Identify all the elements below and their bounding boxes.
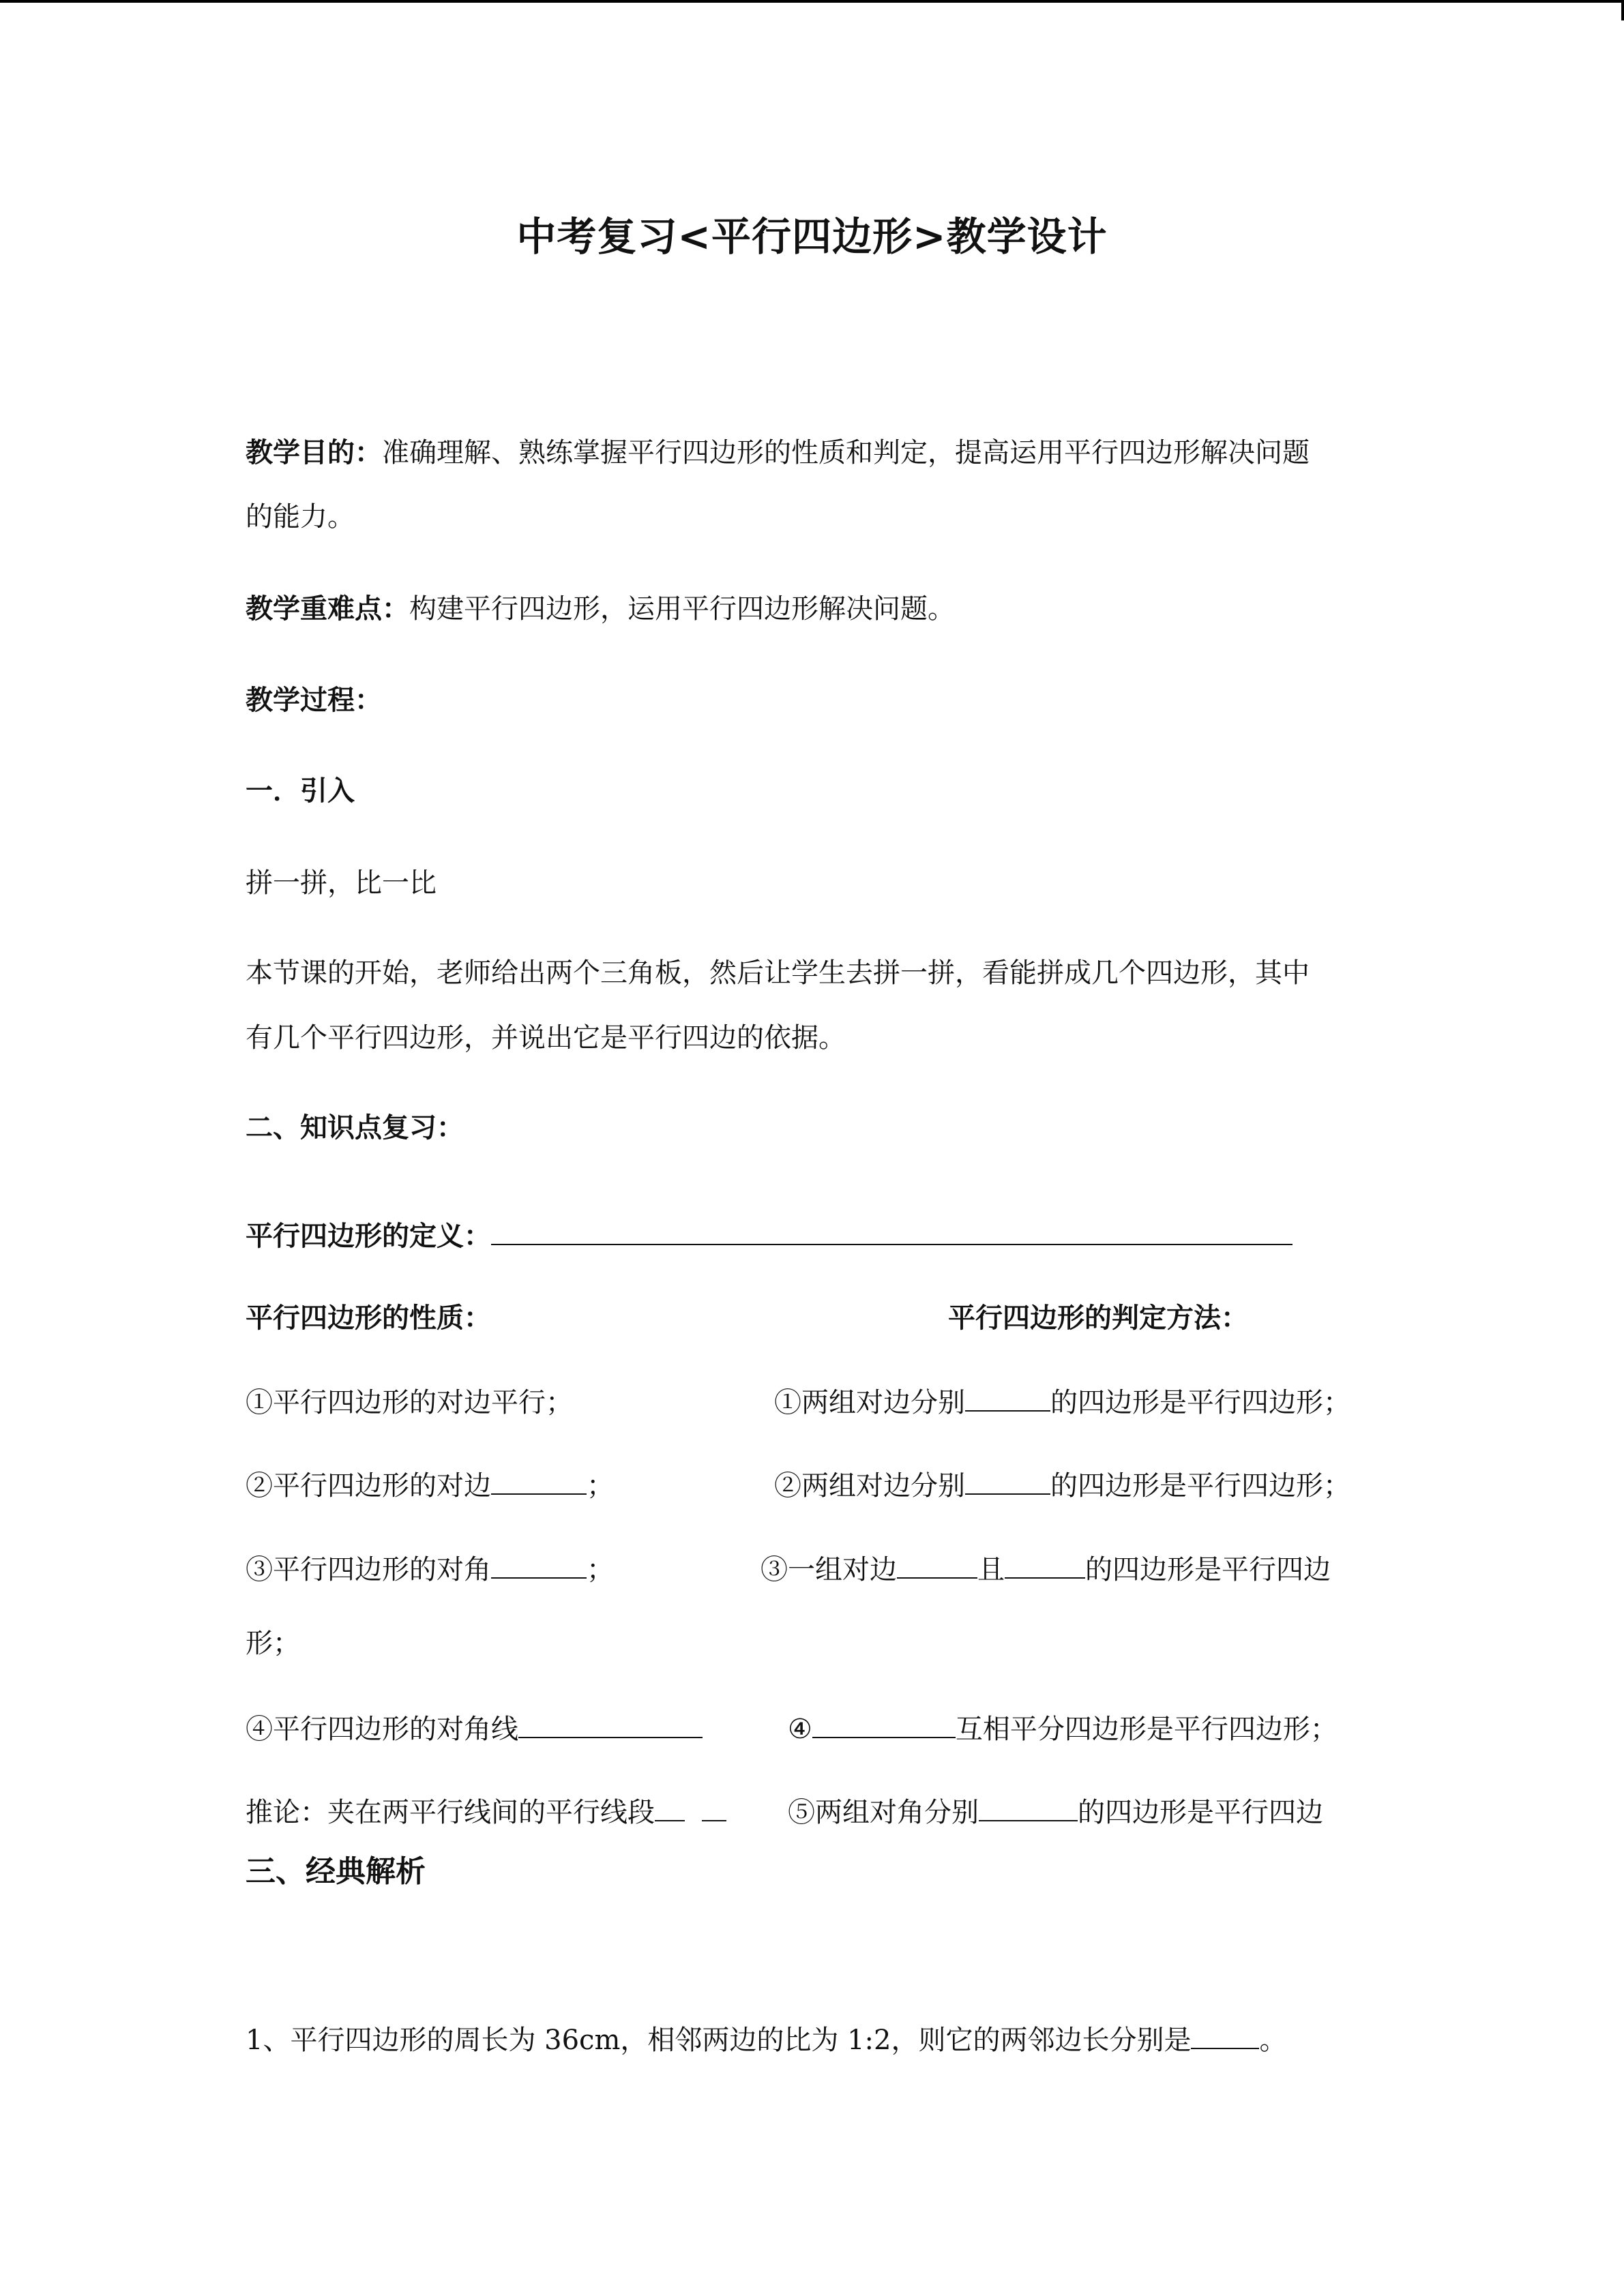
definition-line [246, 1218, 1293, 1255]
criterion-1 [774, 1384, 1350, 1421]
criterion-2-text-b: 的四边形是平行四边形； [1050, 1470, 1350, 1502]
corollary-text: 推论：夹在两平行线间的平行线段 [246, 1797, 655, 1828]
section2-heading: 二、知识点复习： [246, 1112, 464, 1144]
criterion-3-blank-1[interactable] [897, 1554, 977, 1579]
criterion-1-text-b: 的四边形是平行四边形； [1050, 1387, 1350, 1418]
section1-para-line2: 有几个平行四边形，并说出它是平行四边的依据。 [246, 1022, 846, 1054]
question-1 [246, 2022, 1286, 2059]
section1-para-line1: 本节课的开始，老师给出两个三角板，然后让学生去拼一拼，看能拼成几个四边形，其中 [246, 957, 1310, 989]
property-2-text-b: ； [587, 1470, 614, 1502]
page-corner-mark [1621, 0, 1624, 20]
objective-text: 准确理解、熟练掌握平行四边形的性质和判定，提高运用平行四边形解决问题 [382, 437, 1310, 468]
criterion-2-text-a: ②两组对边分别 [774, 1470, 965, 1502]
key-points-text: 构建平行四边形，运用平行四边形解决问题。 [409, 593, 955, 625]
corollary-blank-2[interactable] [702, 1797, 726, 1821]
property-2-text-a: ②平行四边形的对边 [246, 1470, 491, 1502]
corollary [246, 1794, 726, 1831]
definition-label: 平行四边形的定义： [246, 1221, 491, 1252]
objective-label: 教学目的： [246, 437, 382, 468]
section1-subheading: 拼一拼，比一比 [246, 867, 437, 899]
key-points-line [246, 591, 955, 627]
property-3-text-b: ； [587, 1554, 614, 1585]
criterion-5 [788, 1794, 1323, 1831]
document-title: 中考复习<平行四边形>教学设计 [516, 213, 1108, 260]
section1-heading: 一．引入 [246, 775, 355, 807]
question-1-text: 1、平行四边形的周长为 36cm，相邻两边的比为 1:2，则它的两邻边长分别是 [246, 2025, 1192, 2056]
criterion-5-blank[interactable] [979, 1797, 1078, 1821]
criterion-5-text-a: ⑤两组对角分别 [788, 1797, 979, 1828]
objective-line2: 的能力。 [246, 501, 355, 533]
criterion-3-text-b: 且 [977, 1554, 1005, 1585]
question-1-blank[interactable] [1191, 2025, 1259, 2049]
property-2-blank[interactable] [491, 1470, 587, 1495]
property-3-wrap: 形； [246, 1628, 300, 1659]
property-3-text-a: ③平行四边形的对角 [246, 1554, 491, 1585]
criterion-4-text-a: ④ [788, 1714, 812, 1745]
criterion-1-text-a: ①两组对边分别 [774, 1387, 965, 1418]
page-top-border [0, 0, 1624, 3]
criterion-5-text-b: 的四边形是平行四边 [1078, 1797, 1323, 1828]
objective-line1 [246, 434, 1310, 471]
key-points-label: 教学重难点： [246, 593, 409, 625]
criterion-4-text-b: 互相平分四边形是平行四边形； [955, 1714, 1338, 1745]
property-3-blank[interactable] [491, 1554, 587, 1579]
property-2 [246, 1467, 614, 1504]
question-1-end: 。 [1259, 2025, 1287, 2056]
property-3 [246, 1551, 614, 1588]
process-label: 教学过程： [246, 685, 382, 716]
criterion-2 [774, 1467, 1350, 1504]
section3-heading: 三、经典解析 [246, 1854, 426, 1889]
criterion-2-blank[interactable] [965, 1470, 1050, 1495]
property-4-text: ④平行四边形的对角线 [246, 1714, 518, 1745]
definition-blank[interactable] [491, 1221, 1293, 1245]
property-4 [246, 1711, 703, 1748]
criterion-3-blank-2[interactable] [1005, 1554, 1085, 1579]
criterion-1-blank[interactable] [965, 1387, 1050, 1412]
criterion-4 [788, 1711, 1338, 1748]
criterion-3-text-a: ③一组对边 [761, 1554, 897, 1585]
criteria-header: 平行四边形的判定方法： [948, 1302, 1248, 1334]
properties-header: 平行四边形的性质： [246, 1302, 491, 1334]
corollary-blank-1[interactable] [655, 1797, 685, 1821]
criterion-3-text-c: 的四边形是平行四边 [1085, 1554, 1331, 1585]
property-1: ①平行四边形的对边平行； [246, 1387, 573, 1418]
criterion-4-blank[interactable] [812, 1714, 956, 1738]
criterion-3 [761, 1551, 1331, 1588]
property-4-blank[interactable] [518, 1714, 703, 1738]
